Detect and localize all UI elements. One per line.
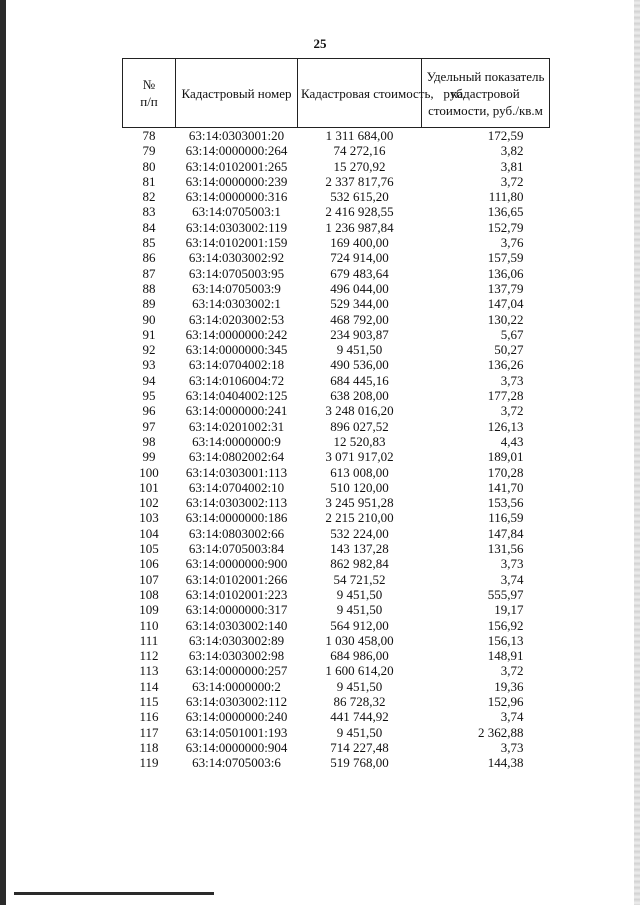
cell-cadastral-value: 613 008,00 — [330, 464, 389, 480]
cell-row-number: 80 — [142, 158, 156, 174]
cell-specific-value: 3,73 — [500, 372, 524, 388]
cell-cadastral-number: 63:14:0000000:241 — [185, 403, 288, 419]
cell-specific-value: 136,26 — [487, 357, 524, 373]
cell-row-number: 96 — [142, 403, 156, 419]
table-row — [123, 618, 550, 633]
cell-cadastral-number: 63:14:0201002:31 — [188, 418, 285, 434]
cell-cadastral-value: 54 721,52 — [333, 571, 386, 587]
table-row — [123, 296, 550, 311]
table-row — [123, 235, 550, 250]
cell-row-number: 87 — [142, 265, 156, 281]
cell-cadastral-value: 519 768,00 — [330, 755, 389, 771]
cadastral-table — [122, 58, 550, 770]
cell-cadastral-value: 234 903,87 — [330, 326, 389, 342]
cell-cadastral-number: 63:14:0303001:20 — [188, 128, 285, 143]
cell-specific-value: 19,36 — [494, 678, 524, 694]
cell-cadastral-number: 63:14:0303002:140 — [185, 617, 288, 633]
cell-row-number: 84 — [142, 219, 156, 235]
table-row — [123, 189, 550, 204]
cell-specific-value: 3,73 — [500, 739, 524, 755]
cell-row-number: 86 — [142, 250, 156, 266]
table-row — [123, 587, 550, 602]
cell-cadastral-value: 496 044,00 — [330, 280, 389, 296]
table-row — [123, 357, 550, 372]
cell-row-number: 101 — [139, 479, 159, 495]
table-row — [123, 128, 550, 144]
cell-specific-value: 170,28 — [487, 464, 524, 480]
cell-cadastral-value: 1 236 987,84 — [325, 219, 394, 235]
cell-cadastral-number: 63:14:0705003:84 — [188, 541, 285, 557]
cell-cadastral-number: 63:14:0000000:904 — [185, 739, 288, 755]
table-row — [123, 281, 550, 296]
cell-cadastral-number: 63:14:0705003:9 — [192, 280, 281, 296]
cell-specific-value: 3,74 — [500, 709, 524, 725]
table-row — [123, 419, 550, 434]
cell-row-number: 111 — [139, 632, 159, 648]
cell-cadastral-value: 529 344,00 — [330, 296, 389, 312]
cell-cadastral-value: 74 272,16 — [333, 143, 386, 159]
cell-cadastral-value: 532 615,20 — [330, 189, 389, 205]
cell-row-number: 92 — [142, 342, 156, 358]
cell-specific-value: 3,72 — [500, 173, 524, 189]
table-row — [123, 526, 550, 541]
cell-cadastral-value: 2 215 210,00 — [325, 510, 394, 526]
table-row — [123, 449, 550, 464]
cell-cadastral-value: 3 071 917,02 — [325, 449, 394, 465]
cell-cadastral-value: 3 245 951,28 — [325, 495, 394, 511]
cell-row-number: 113 — [139, 663, 159, 679]
table-row — [123, 480, 550, 495]
table-row — [123, 434, 550, 449]
cell-cadastral-value: 2 416 928,55 — [325, 204, 394, 220]
cell-cadastral-number: 63:14:0303002:113 — [185, 495, 288, 511]
cell-row-number: 102 — [139, 495, 159, 511]
table-row — [123, 143, 550, 158]
cell-cadastral-value: 684 445,16 — [330, 372, 389, 388]
cell-cadastral-number: 63:14:0000000:186 — [185, 510, 288, 526]
cell-cadastral-value: 1 311 684,00 — [325, 128, 394, 143]
cell-cadastral-value: 724 914,00 — [330, 250, 389, 266]
cell-cadastral-value: 510 120,00 — [330, 479, 389, 495]
cell-cadastral-number: 63:14:0404002:125 — [185, 388, 288, 404]
cell-row-number: 107 — [139, 571, 159, 587]
table-row — [123, 541, 550, 556]
table-row — [123, 373, 550, 388]
cell-cadastral-number: 63:14:0102001:223 — [185, 586, 288, 602]
cell-cadastral-value: 468 792,00 — [330, 311, 389, 327]
cell-row-number: 99 — [142, 449, 156, 465]
cell-cadastral-number: 63:14:0501001:193 — [185, 724, 288, 740]
cell-row-number: 93 — [142, 357, 156, 373]
cell-cadastral-number: 63:14:0000000:242 — [185, 326, 288, 342]
cell-specific-value: 141,70 — [487, 479, 524, 495]
cell-specific-value: 50,27 — [494, 342, 524, 358]
cell-cadastral-value: 143 137,28 — [330, 541, 389, 557]
table-row — [123, 663, 550, 678]
cell-cadastral-number: 63:14:0102001:159 — [185, 235, 288, 251]
table-row — [123, 725, 550, 740]
table-row — [123, 602, 550, 617]
cell-specific-value: 3,72 — [500, 403, 524, 419]
cell-specific-value: 172,59 — [487, 128, 524, 143]
cell-specific-value: 189,01 — [487, 449, 524, 465]
cell-cadastral-number: 63:14:0203002:53 — [188, 311, 285, 327]
cell-specific-value: 148,91 — [487, 648, 524, 664]
cell-cadastral-number: 63:14:0106004:72 — [188, 372, 285, 388]
cell-row-number: 112 — [139, 648, 159, 664]
cell-row-number: 88 — [142, 280, 156, 296]
table-row — [123, 388, 550, 403]
cell-cadastral-value: 684 986,00 — [330, 648, 389, 664]
cell-cadastral-value: 9 451,50 — [336, 586, 383, 602]
page-number: 25 — [313, 36, 327, 51]
cell-cadastral-value: 896 027,52 — [330, 418, 389, 434]
cell-specific-value: 147,04 — [487, 296, 524, 312]
cell-row-number: 97 — [142, 418, 156, 434]
cell-row-number: 89 — [142, 296, 156, 312]
table-row — [123, 204, 550, 219]
cell-row-number: 98 — [142, 433, 156, 449]
cell-specific-value: 111,80 — [488, 189, 524, 205]
cell-cadastral-value: 490 536,00 — [330, 357, 389, 373]
cell-cadastral-number: 63:14:0000000:317 — [185, 602, 288, 618]
cell-cadastral-number: 63:14:0102001:266 — [185, 571, 288, 587]
scan-edge-right — [634, 0, 640, 905]
cell-cadastral-number: 63:14:0802002:64 — [188, 449, 285, 465]
cell-cadastral-number: 63:14:0000000:9 — [192, 433, 281, 449]
table-row — [123, 740, 550, 755]
table-row — [123, 312, 550, 327]
cell-specific-value: 3,76 — [500, 235, 524, 251]
cell-cadastral-number: 63:14:0303001:113 — [185, 464, 288, 480]
cell-cadastral-value: 12 520,83 — [333, 433, 386, 449]
table-row — [123, 694, 550, 709]
cell-cadastral-value: 862 982,84 — [330, 556, 389, 572]
cell-specific-value: 153,56 — [487, 495, 524, 511]
cell-row-number: 104 — [139, 525, 159, 541]
cell-specific-value: 144,38 — [487, 755, 524, 771]
cell-specific-value: 136,65 — [487, 204, 524, 220]
cell-cadastral-number: 63:14:0000000:240 — [185, 709, 288, 725]
cell-cadastral-number: 63:14:0102001:265 — [185, 158, 288, 174]
header-cadastral-value: Кадастровая стоимость, руб. — [298, 59, 422, 128]
cell-specific-value: 130,22 — [487, 311, 524, 327]
cell-specific-value: 137,79 — [487, 280, 524, 296]
cell-row-number: 115 — [139, 693, 159, 709]
cell-specific-value: 136,06 — [487, 265, 524, 281]
cell-row-number: 85 — [142, 235, 156, 251]
cell-cadastral-value: 679 483,64 — [330, 265, 389, 281]
table-row — [123, 220, 550, 235]
cell-cadastral-number: 63:14:0303002:119 — [185, 219, 288, 235]
cell-row-number: 79 — [142, 143, 156, 159]
cell-specific-value: 126,13 — [487, 418, 524, 434]
cell-specific-value: 4,43 — [500, 433, 524, 449]
table-row — [123, 510, 550, 525]
cell-specific-value: 147,84 — [487, 525, 524, 541]
header-cadastral-number: Кадастровый номер — [176, 59, 298, 128]
cell-row-number: 100 — [139, 464, 159, 480]
table-row — [123, 633, 550, 648]
table-body — [123, 128, 550, 771]
header-specific-value: Удельный показатель кадастровой стоимости, руб./кв.м — [422, 59, 550, 128]
cell-specific-value: 3,73 — [500, 556, 524, 572]
cell-row-number: 78 — [142, 128, 156, 143]
cell-row-number: 110 — [139, 617, 159, 633]
cell-specific-value: 3,74 — [500, 571, 524, 587]
cell-row-number: 81 — [142, 173, 156, 189]
cell-specific-value: 3,72 — [500, 663, 524, 679]
cell-row-number: 82 — [142, 189, 156, 205]
cell-row-number: 106 — [139, 556, 159, 572]
cell-cadastral-number: 63:14:0000000:257 — [185, 663, 288, 679]
cell-cadastral-number: 63:14:0000000:316 — [185, 189, 288, 205]
cell-specific-value: 3,82 — [500, 143, 524, 159]
cell-row-number: 90 — [142, 311, 156, 327]
cell-row-number: 117 — [139, 724, 159, 740]
table-row — [123, 174, 550, 189]
cell-cadastral-number: 63:14:0803002:66 — [188, 525, 285, 541]
cell-cadastral-number: 63:14:0303002:1 — [192, 296, 281, 312]
cell-specific-value: 19,17 — [494, 602, 524, 618]
cell-row-number: 114 — [139, 678, 159, 694]
cell-cadastral-value: 2 337 817,76 — [325, 173, 394, 189]
cell-cadastral-value: 86 728,32 — [333, 693, 386, 709]
cell-cadastral-number: 63:14:0000000:900 — [185, 556, 288, 572]
cell-cadastral-value: 441 744,92 — [330, 709, 389, 725]
cell-cadastral-value: 169 400,00 — [330, 235, 389, 251]
table-row — [123, 403, 550, 418]
cell-specific-value: 2 362,88 — [478, 724, 524, 740]
cell-cadastral-number: 63:14:0705003:1 — [192, 204, 281, 220]
cell-specific-value: 156,92 — [487, 617, 524, 633]
cell-row-number: 108 — [139, 586, 159, 602]
cell-specific-value: 156,13 — [487, 632, 524, 648]
cell-specific-value: 116,59 — [488, 510, 524, 526]
cell-cadastral-value: 564 912,00 — [330, 617, 389, 633]
cell-cadastral-number: 63:14:0705003:6 — [192, 755, 281, 771]
table-row — [123, 327, 550, 342]
cell-row-number: 105 — [139, 541, 159, 557]
cell-cadastral-number: 63:14:0000000:264 — [185, 143, 288, 159]
cell-specific-value: 152,79 — [487, 219, 524, 235]
cell-cadastral-number: 63:14:0303002:98 — [188, 648, 285, 664]
table-row — [123, 342, 550, 357]
cell-row-number: 95 — [142, 388, 156, 404]
table-row — [123, 572, 550, 587]
cell-row-number: 103 — [139, 510, 159, 526]
cell-specific-value: 177,28 — [487, 388, 524, 404]
cell-row-number: 118 — [139, 739, 159, 755]
cell-row-number: 83 — [142, 204, 156, 220]
cell-cadastral-number: 63:14:0000000:239 — [185, 173, 288, 189]
cell-cadastral-value: 15 270,92 — [333, 158, 386, 174]
cell-specific-value: 131,56 — [487, 541, 524, 557]
table-row — [123, 755, 550, 770]
cell-cadastral-value: 9 451,50 — [336, 602, 383, 618]
cell-row-number: 94 — [142, 372, 156, 388]
cell-specific-value: 152,96 — [487, 693, 524, 709]
cell-cadastral-value: 9 451,50 — [336, 724, 383, 740]
table-row — [123, 495, 550, 510]
table-row — [123, 709, 550, 724]
scan-edge-bottom — [14, 892, 214, 895]
table-row — [123, 556, 550, 571]
cell-cadastral-number: 63:14:0303002:92 — [188, 250, 285, 266]
cell-cadastral-number: 63:14:0000000:345 — [185, 342, 288, 358]
table-row — [123, 159, 550, 174]
cell-row-number: 116 — [139, 709, 159, 725]
cell-specific-value: 555,97 — [487, 586, 524, 602]
header-row-number: № п/п — [123, 59, 176, 128]
scan-edge-left — [0, 0, 6, 905]
cell-specific-value: 5,67 — [500, 326, 524, 342]
cell-cadastral-value: 3 248 016,20 — [325, 403, 394, 419]
cell-cadastral-value: 9 451,50 — [336, 342, 383, 358]
cell-cadastral-value: 638 208,00 — [330, 388, 389, 404]
table-row — [123, 250, 550, 265]
cell-specific-value: 3,81 — [500, 158, 524, 174]
table-row — [123, 465, 550, 480]
cell-cadastral-value: 532 224,00 — [330, 525, 389, 541]
cell-cadastral-number: 63:14:0303002:89 — [188, 632, 285, 648]
cell-row-number: 91 — [142, 326, 156, 342]
table-header — [123, 59, 550, 128]
table-row — [123, 266, 550, 281]
cell-cadastral-number: 63:14:0705003:95 — [188, 265, 285, 281]
cell-cadastral-value: 1 600 614,20 — [325, 663, 394, 679]
cell-cadastral-number: 63:14:0303002:112 — [185, 693, 288, 709]
cell-row-number: 109 — [139, 602, 159, 618]
cell-row-number: 119 — [139, 755, 159, 771]
cell-cadastral-value: 9 451,50 — [336, 678, 383, 694]
cell-cadastral-number: 63:14:0704002:18 — [188, 357, 285, 373]
cell-specific-value: 157,59 — [487, 250, 524, 266]
cell-cadastral-value: 714 227,48 — [330, 739, 389, 755]
table-row — [123, 679, 550, 694]
cell-cadastral-value: 1 030 458,00 — [325, 632, 394, 648]
table-row — [123, 648, 550, 663]
cell-cadastral-number: 63:14:0704002:10 — [188, 479, 285, 495]
cell-cadastral-number: 63:14:0000000:2 — [192, 678, 281, 694]
